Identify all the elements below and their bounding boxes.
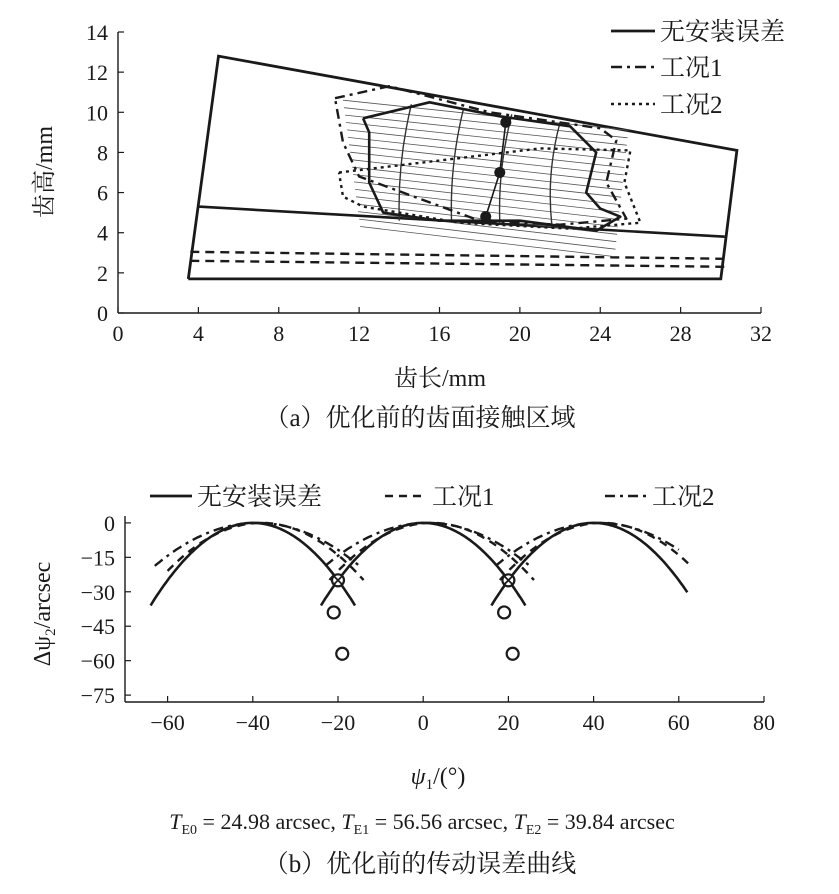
contact-legend: [611, 18, 785, 119]
series-1-marker-0: [336, 648, 348, 660]
contact-line-1: [451, 108, 463, 222]
stat-symbol-1: T: [341, 809, 354, 834]
y-tick-label: 0: [97, 301, 108, 326]
x-tick-label: −20: [320, 710, 356, 735]
y-axis-title: [30, 562, 59, 667]
chart-transmission-error: [30, 483, 775, 878]
legend-label-case1: 工况1: [660, 55, 723, 82]
x-axis-unit: /(°): [433, 764, 466, 790]
contact-area-plot: [188, 56, 737, 279]
caption-b: （b）优化前的传动误差曲线: [263, 851, 577, 878]
series-1-marker-1: [507, 648, 519, 660]
series-2-marker-0: [328, 606, 340, 618]
stat-sub-1: E1: [353, 823, 370, 838]
hatch-line: [350, 152, 623, 182]
stat-symbol-2: T: [513, 809, 526, 834]
x-axis-title: 齿长/mm: [393, 366, 487, 392]
x-tick-label: 80: [753, 710, 775, 735]
y-tick-label: 2: [97, 260, 108, 286]
x-tick-label: 32: [750, 321, 772, 346]
error-legend: [150, 483, 715, 511]
hatch-line: [351, 160, 622, 190]
x-tick-label: 20: [508, 321, 531, 346]
y-axis-subscript: 2: [43, 628, 59, 636]
root-line-0: [190, 252, 727, 259]
stat-sub-0: E0: [181, 823, 198, 838]
x-tick-label: 0: [417, 710, 429, 735]
x-tick-label: 60: [667, 710, 690, 735]
x-tick-label: 40: [582, 710, 605, 735]
legend-label-case1: 工况1: [432, 484, 495, 511]
x-tick-label: 4: [192, 321, 204, 346]
transmission-error-plot: [151, 523, 692, 660]
contact-point-1: [494, 167, 505, 178]
hatch-line: [349, 145, 623, 175]
stat-sub-2: E2: [525, 823, 542, 838]
series-0-arc-1: [321, 523, 525, 606]
series-0-curve: [151, 523, 688, 606]
x-tick-label: 8: [273, 321, 285, 346]
chart-contact-area: [31, 18, 785, 432]
stat-symbol-0: T: [169, 809, 182, 834]
y-tick-label: 12: [86, 60, 108, 86]
x-tick-label: −60: [150, 710, 185, 735]
y-tick-label: 4: [97, 220, 108, 246]
x-tick-label: 12: [348, 321, 371, 346]
y-axis-unit: /arcsec: [30, 561, 56, 629]
y-tick-label: 14: [86, 20, 108, 45]
series-2-marker-1: [498, 606, 510, 618]
root-line-1: [190, 261, 727, 267]
series-1-curve: [168, 523, 692, 580]
y-tick-label: −15: [80, 545, 115, 571]
stat-value-2: = 39.84 arcsec: [541, 809, 675, 834]
hatch-line: [352, 167, 621, 197]
x-axis-subscript: 1: [425, 777, 434, 793]
x-tick-label: 0: [112, 321, 124, 346]
x-axis-symbol: ψ: [410, 764, 426, 790]
series-1-arc-1: [330, 523, 535, 580]
series-0-arc-0: [151, 523, 355, 606]
y-tick-label: −30: [80, 579, 115, 605]
x-tick-label: 20: [497, 710, 520, 735]
legend-label-case2: 工况2: [652, 484, 715, 511]
legend-label-no-error: 无安装误差: [197, 484, 323, 511]
legend-label-case2: 工况2: [660, 92, 723, 119]
legend-label-no-error: 无安装误差: [660, 19, 786, 46]
y-axis-delta: Δψ: [30, 635, 56, 667]
hatch-line: [360, 227, 615, 257]
stat-value-0: = 24.98 arcsec,: [197, 809, 342, 834]
x-tick-label: 28: [669, 321, 692, 346]
y-tick-label: −45: [80, 614, 115, 640]
y-tick-label: 8: [97, 140, 108, 166]
y-axis-title: 齿高/mm: [32, 125, 58, 219]
series-2-arc-2: [496, 523, 679, 566]
transmission-error-stats: [169, 809, 675, 838]
hatch-line: [348, 137, 624, 167]
series-1-arc-2: [500, 523, 692, 580]
x-tick-label: 24: [589, 321, 612, 346]
x-axis-title: [411, 764, 466, 793]
hatch-line: [354, 182, 619, 212]
y-tick-label: 6: [97, 180, 108, 206]
x-tick-label: 16: [428, 321, 451, 346]
stat-value-1: = 56.56 arcsec,: [369, 809, 514, 834]
y-tick-label: −60: [80, 648, 115, 674]
caption-a: （a）优化前的齿面接触区域: [264, 405, 576, 432]
y-tick-label: 10: [86, 100, 108, 126]
contact-point-2: [500, 117, 511, 128]
series-0-arc-2: [491, 523, 687, 606]
tooth-outline: [188, 56, 737, 279]
y-tick-label: 0: [104, 510, 115, 536]
x-tick-label: −40: [235, 710, 271, 735]
series-2-curve: [155, 523, 679, 566]
series-1-arc-0: [168, 523, 364, 580]
y-tick-label: −75: [80, 683, 115, 709]
